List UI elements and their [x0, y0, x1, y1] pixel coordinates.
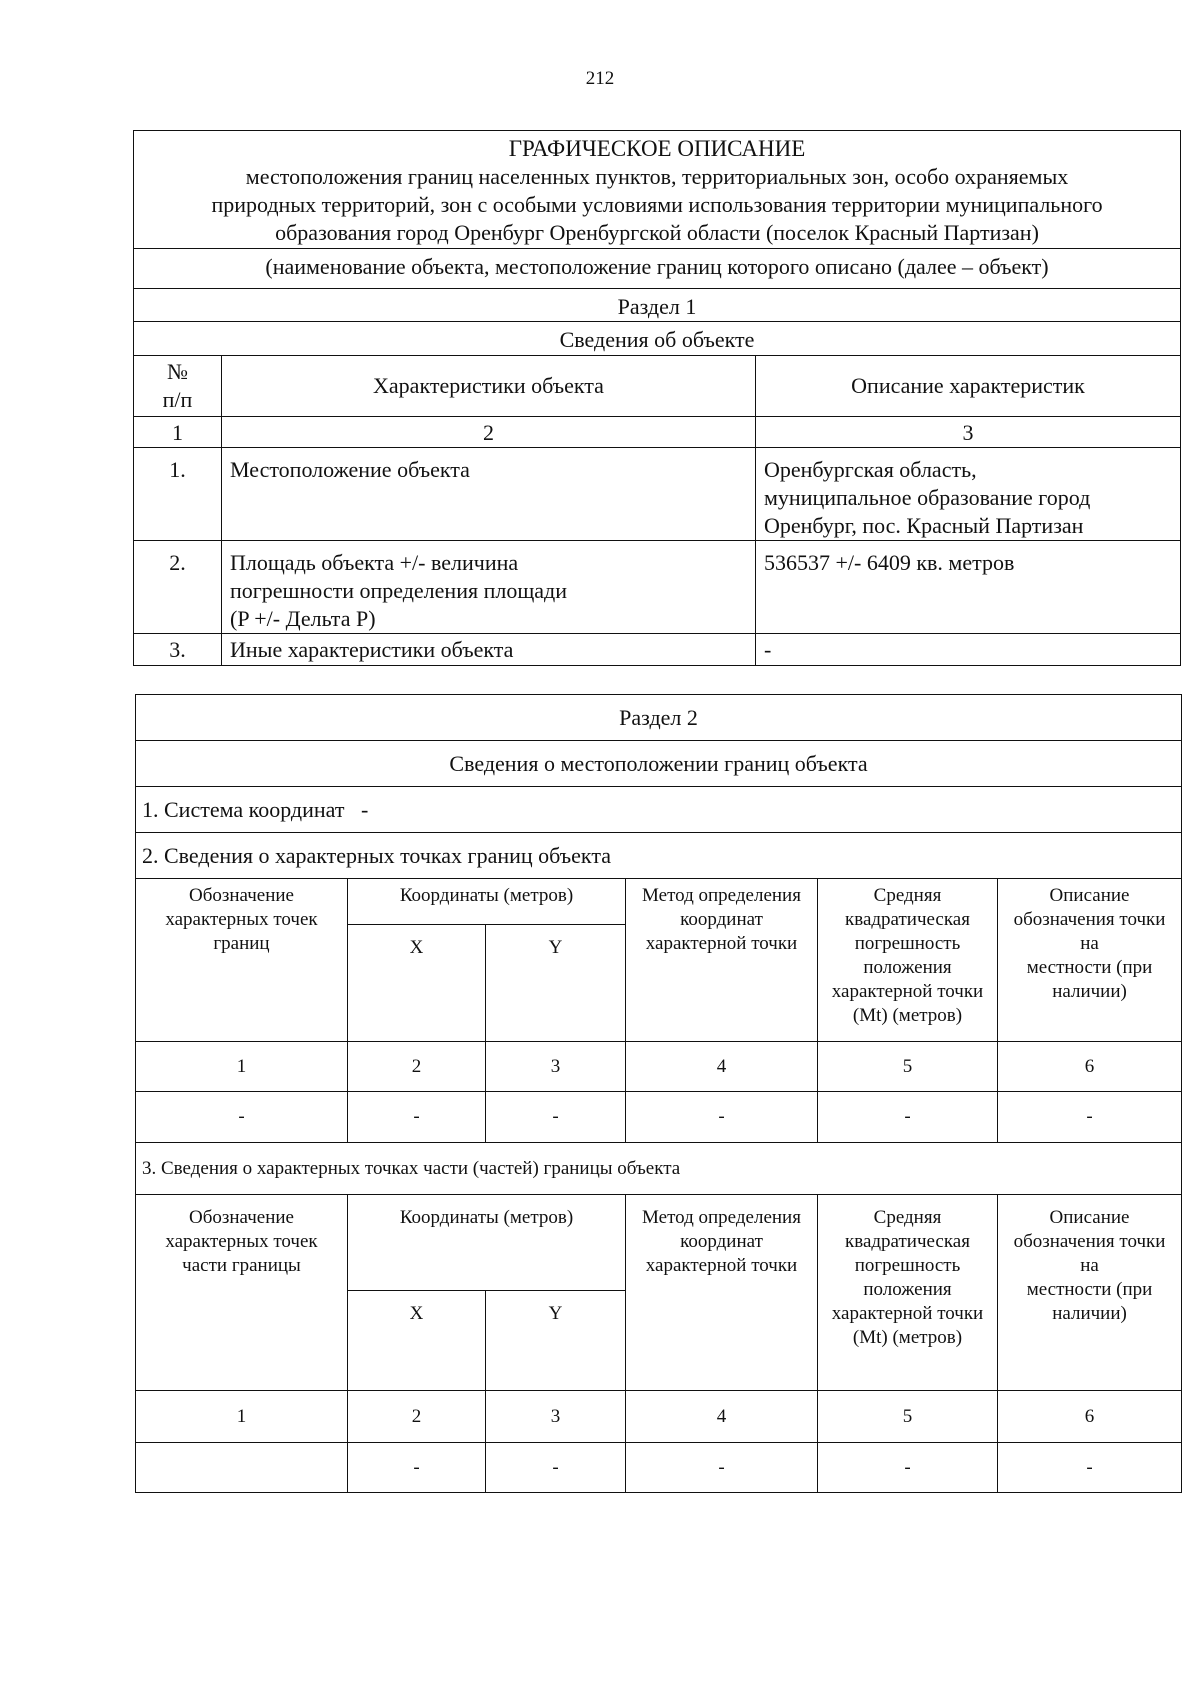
header-line: квадратическая [845, 1231, 970, 1252]
table-cell: - [136, 1092, 348, 1143]
col-number: 5 [818, 1391, 998, 1443]
header-line: местности (при [1026, 1279, 1153, 1300]
col-number: 2 [348, 1042, 486, 1092]
header-line: погрешность [854, 933, 961, 954]
header-method [626, 1195, 818, 1391]
header-line: характерной точки [645, 933, 798, 954]
header-description [998, 1195, 1182, 1391]
header-error [818, 1195, 998, 1391]
col-number: 6 [998, 1042, 1182, 1092]
coordinate-system-value: - [360, 796, 369, 822]
col-number: 2 [222, 417, 756, 448]
header-coordinates: Координаты (метров) [348, 1195, 626, 1291]
table-cell: - [486, 1443, 626, 1493]
row-value [756, 448, 1181, 541]
table-cell: - [348, 1092, 486, 1143]
header-error [818, 879, 998, 1042]
header-y: Y [486, 1291, 626, 1391]
row-number: 1. [134, 448, 222, 541]
header-x: X [348, 925, 486, 1042]
col-number: 2 [348, 1391, 486, 1443]
header-line: Метод определения [642, 885, 801, 906]
row-number: 2. [134, 541, 222, 634]
col-number: 4 [626, 1042, 818, 1092]
header-line: характерной точки [645, 1255, 798, 1276]
header-line: координат [680, 909, 763, 930]
header-line: (Mt) (метров) [852, 1005, 963, 1026]
section1-title: Сведения об объекте [134, 322, 1181, 356]
header-line: Обозначение [189, 885, 294, 906]
table-cell: - [998, 1092, 1182, 1143]
document-header [134, 131, 1181, 249]
header-line: на [1080, 933, 1099, 954]
header-line: границ [213, 933, 270, 954]
header-y: Y [486, 925, 626, 1042]
row-value [756, 541, 1181, 634]
row-number: 3. [134, 634, 222, 666]
header-method [626, 879, 818, 1042]
section1-label: Раздел 1 [134, 289, 1181, 322]
col-number: 1 [136, 1042, 348, 1092]
col-header-number-abbr: п/п [162, 387, 193, 412]
header-line: Метод определения [642, 1207, 801, 1228]
col-number: 6 [998, 1391, 1182, 1443]
row-characteristic: Иные характеристики объекта [222, 634, 756, 666]
coordinate-system-row [136, 787, 1182, 833]
header-line: квадратическая [845, 909, 970, 930]
row-characteristic: Местоположение объекта [222, 448, 756, 541]
header-line: наличии) [1052, 1303, 1127, 1324]
points-title: 2. Сведения о характерных точках границ объекта [136, 833, 1182, 879]
col-header-number-symbol: № [167, 359, 188, 384]
col-number: 5 [818, 1042, 998, 1092]
header-line: (Mt) (метров) [852, 1327, 963, 1348]
header-line: характерных точек [165, 909, 318, 930]
document-subtitle-line: местоположения границ населенных пунктов, территориальных зон, особо охраняемых [245, 164, 1069, 189]
header-x: X [348, 1291, 486, 1391]
header-coordinates: Координаты (метров) [348, 879, 626, 925]
header-line: характерной точки [831, 981, 984, 1002]
row-value-line: 536537 +/- 6409 кв. метров [764, 550, 1015, 575]
header-line: обозначения точки [1013, 1231, 1166, 1252]
page-number: 212 [585, 68, 615, 89]
header-line: обозначения точки [1013, 909, 1166, 930]
table-cell: - [348, 1443, 486, 1493]
header-line: характерной точки [831, 1303, 984, 1324]
row-value-line: Оренбург, пос. Красный Партизан [764, 513, 1084, 538]
row-characteristic-line: (P +/- Дельта P) [230, 606, 376, 631]
col-header-number [134, 356, 222, 417]
col-number: 4 [626, 1391, 818, 1443]
section2-label: Раздел 2 [136, 695, 1182, 741]
header-line: Обозначение [189, 1207, 294, 1228]
header-line: погрешность [854, 1255, 961, 1276]
coordinate-system-label: 1. Система координат [142, 796, 345, 822]
section2-title: Сведения о местоположении границ объекта [136, 741, 1182, 787]
row-characteristic-line: Площадь объекта +/- величина [230, 550, 519, 575]
header-designation [136, 1195, 348, 1391]
row-value-line: Оренбургская область, [764, 457, 977, 482]
col-header-characteristics: Характеристики объекта [222, 356, 756, 417]
header-line: местности (при [1026, 957, 1153, 978]
header-line: Описание [1049, 885, 1130, 906]
table-cell: - [818, 1092, 998, 1143]
document-subtitle-line: природных территорий, зон с особыми условиями использования территории муниципального [211, 192, 1103, 217]
header-designation [136, 879, 348, 1042]
table-cell: - [486, 1092, 626, 1143]
header-line: на [1080, 1255, 1099, 1276]
row-value: - [756, 634, 1181, 666]
row-characteristic-line: погрешности определения площади [230, 578, 568, 603]
col-number: 1 [136, 1391, 348, 1443]
document-title: ГРАФИЧЕСКОЕ ОПИСАНИЕ [508, 136, 806, 161]
row-value-line: муниципальное образование город [764, 485, 1091, 510]
row-characteristic [222, 541, 756, 634]
header-line: положения [863, 1279, 952, 1300]
header-line: координат [680, 1231, 763, 1252]
boundary-location-table [135, 694, 1182, 1493]
header-line: наличии) [1052, 981, 1127, 1002]
header-description [998, 879, 1182, 1042]
table-cell: - [626, 1443, 818, 1493]
table-cell: - [626, 1092, 818, 1143]
parts-title: 3. Сведения о характерных точках части (частей) границы объекта [136, 1143, 1182, 1195]
header-line: Средняя [873, 885, 942, 906]
table-cell: - [818, 1443, 998, 1493]
col-header-description: Описание характеристик [756, 356, 1181, 417]
col-number: 3 [486, 1391, 626, 1443]
col-number: 3 [486, 1042, 626, 1092]
document-subtitle-line: образования город Оренбург Оренбургской области (поселок Красный Партизан) [275, 220, 1039, 245]
object-info-table [133, 130, 1181, 666]
header-line: положения [863, 957, 952, 978]
table-cell: - [998, 1443, 1182, 1493]
col-number: 1 [134, 417, 222, 448]
object-caption: (наименование объекта, местоположение границ которого описано (далее – объект) [134, 249, 1181, 289]
header-line: части границы [182, 1255, 301, 1276]
header-line: характерных точек [165, 1231, 318, 1252]
col-number: 3 [756, 417, 1181, 448]
header-line: Средняя [873, 1207, 942, 1228]
table-cell [136, 1443, 348, 1493]
header-line: Описание [1049, 1207, 1130, 1228]
